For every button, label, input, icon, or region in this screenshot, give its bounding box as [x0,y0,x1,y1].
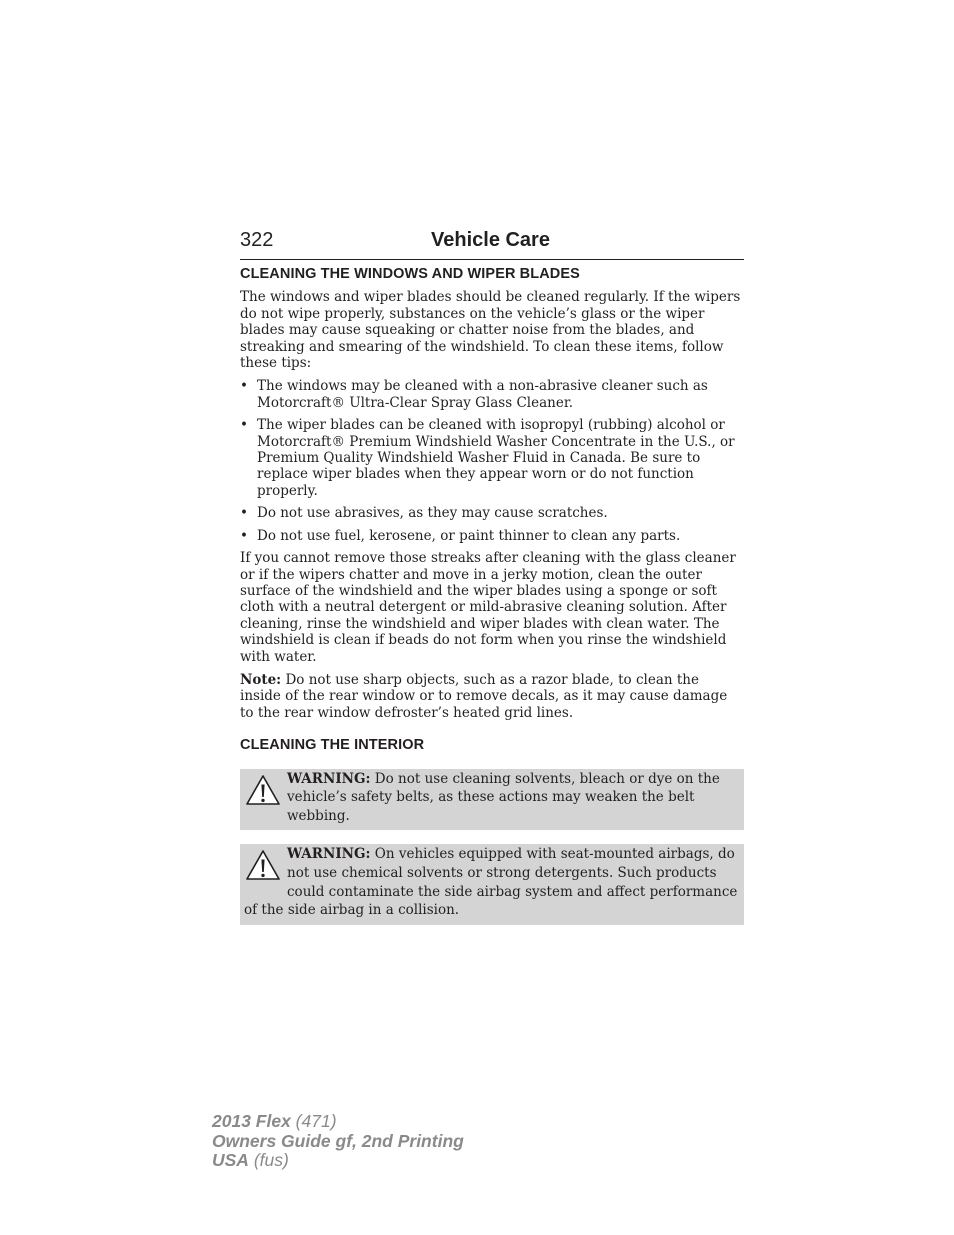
page-number: 322 [240,229,274,251]
warning-text: Do not use cleaning solvents, bleach or dye on the vehicle’s safety belts, as these actions may weaken the belt webbing. [287,770,720,824]
warning-label: WARNING: [287,770,371,787]
footer-model-line [212,1112,464,1132]
footer-model-code: (471) [290,1111,337,1131]
footer-market: USA [212,1150,249,1170]
bullet-icon: • [240,378,248,395]
note-paragraph [240,672,744,721]
bullet-icon: • [240,527,248,544]
streaks-paragraph: If you cannot remove those streaks after cleaning with the glass cleaner or if the wipers chatter and move in a jerky motion, clean the outer surface of the windshield and the wiper blades using a sponge or soft cloth with a neutral detergent or mild-abrasive cleaning solution. After cleaning, rinse the windshield and wiper blades with clean water. The windshield is clean if beads do not form when you rinse the windshield with water. [240,550,736,665]
footer-market-line [212,1151,464,1171]
windows-heading: CLEANING THE WINDOWS AND WIPER BLADES [240,266,580,282]
footer-guide-line [212,1132,464,1152]
footer-market-code: (fus) [248,1150,289,1170]
windows-intro: The windows and wiper blades should be cleaned regularly. If the wipers do not wipe properly, substances on the vehicle’s glass or the wiper blades may cause squeaking or chatter noise from the blades, and streaking and smearing of the windshield. To clean these items, follow these tips: [240,289,741,372]
bullet-icon: • [240,417,248,434]
bullet-icon: • [240,505,248,522]
note-text: Do not use sharp objects, such as a razor blade, to clean the inside of the rear window or to remove decals, as it may cause damage to the rear window defroster’s heated grid lines. [240,671,728,721]
tips-list [240,378,744,544]
list-item [240,417,744,499]
warning-text: On vehicles equipped with seat-mounted airbags, do not use chemical solvents or strong detergents. Such products could contaminate the side airbag system and affect performance of the side airbag in a collision. [244,846,738,919]
list-item [240,528,744,544]
section-title: Vehicle Care [431,229,550,251]
tip-text: The windows may be cleaned with a non-abrasive cleaner such as Motorcraft® Ultra-Clear Spray Glass Cleaner. [257,378,708,411]
page-content [240,266,744,939]
interior-heading: CLEANING THE INTERIOR [240,737,425,754]
list-item [240,378,744,411]
note-label: Note: [240,671,282,688]
tip-text: Do not use abrasives, as they may cause scratches. [257,505,608,522]
warning-label: WARNING: [287,846,371,863]
page-header [240,226,744,260]
footer-guide: Owners Guide gf, 2nd Printing [212,1130,464,1151]
warning-box [240,769,744,831]
tip-text: The wiper blades can be cleaned with isopropyl (rubbing) alcohol or Motorcraft® Premium Windshield Washer Concentrate in the U.S., or Premium Quality Windshield Washer Fluid in Canada. Be sure to replace wiper blades when they appear worn or do not function properly. [257,417,735,499]
footer-model: 2013 Flex [212,1111,291,1131]
list-item [240,505,744,521]
page-footer [212,1112,464,1171]
warning-triangle-icon [244,773,282,809]
warning-box [240,844,744,924]
tip-text: Do not use fuel, kerosene, or paint thinner to clean any parts. [257,527,681,544]
warning-triangle-icon [244,848,282,884]
